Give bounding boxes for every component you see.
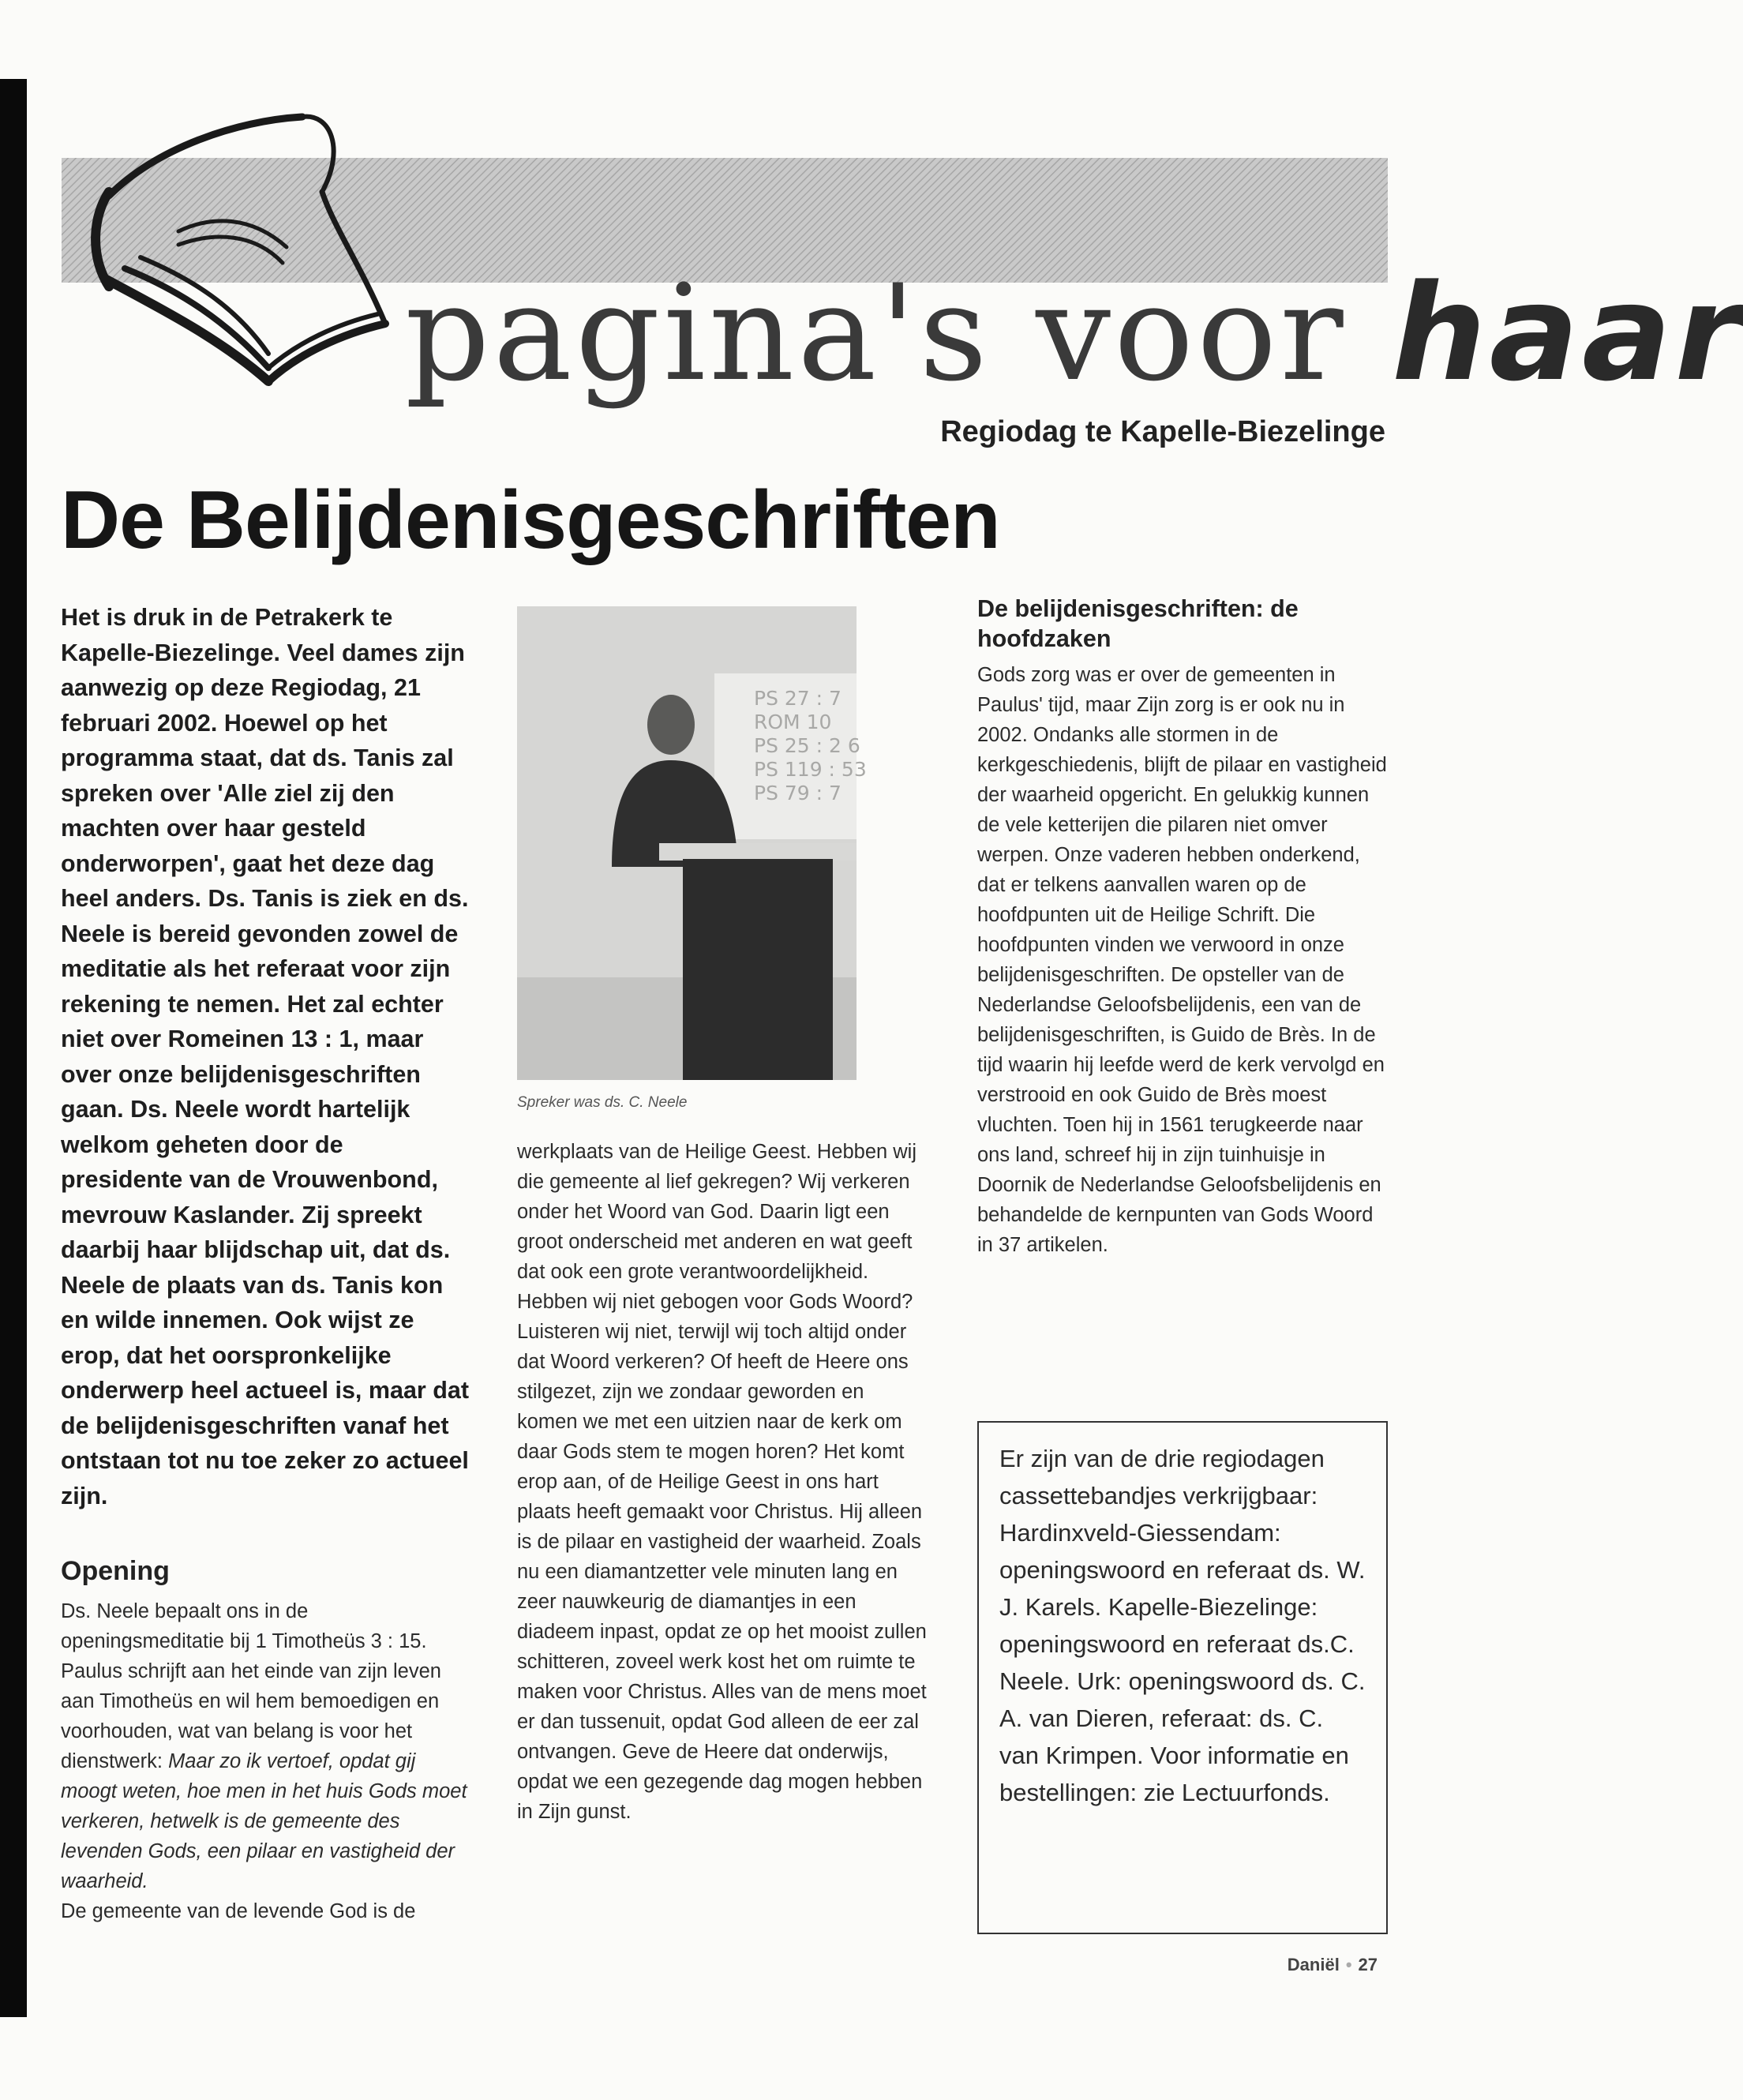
opening-paragraph-continued: De gemeente van de levende God is de xyxy=(61,1900,416,1922)
board-line: PS 119 : 53 xyxy=(754,758,867,781)
board-line: PS 25 : 2 6 xyxy=(754,734,860,757)
column-left xyxy=(61,600,471,1926)
footer-separator: • xyxy=(1345,1955,1352,1974)
opening-paragraph xyxy=(61,1596,471,1896)
article-headline: De Belijdenisgeschriften xyxy=(61,474,1000,566)
middle-paragraph: werkplaats van de Heilige Geest. Hebben wij die gemeente al lief gekregen? Wij verkeren onder het Woord van God. Daarin ligt een groot onderscheid met anderen en wat geeft dat ook een grote verantwoordelijkheid. Hebben wij niet gebogen voor Gods Woord? Luisteren wij niet, terwijl wij toch altijd onder dat Woord verkeren? Of heeft de Heere ons stilgezet, zijn we zondaar geworden en komen we met een uitzien naar de kerk om daar Gods stem te mogen horen? Het komt erop aan, of de Heilige Geest in ons hart plaats heeft gemaakt voor Christus. Hij alleen is de pilaar en vastigheid der waarheid. Zoals nu een diamantzetter vele minuten lang en zeer nauwkeurig de diamantjes in een diadeem inpast, opdat ze op het mooist zullen schitteren, zoveel werk kost het om ruimte te maken voor Christus. Alles van de mens moet er dan tussenuit, opdat God alleen de eer zal ontvangen. Geve de Heere dat onderwijs, opdat we een gezegende dag mogen hebben in Zijn gunst. xyxy=(517,1141,927,1823)
right-paragraph: Gods zorg was er over de gemeenten in Paulus' tijd, maar Zijn zorg is er ook nu in 2002. Ondanks alle stormen in de kerkgeschiedenis, blijft de pilaar en vastigheid der waarheid opgericht. En gelukkig kunnen de vele ketterijen die pilaren niet omver werpen. Onze vaderen hebben onderkend, dat er telkens aanvallen waren op de hoofdpunten uit de Heilige Schrift. Die hoofdpunten vinden we verwoord in onze belijdenisgeschriften. De opsteller van de Nederlandse Geloofsbelijdenis, een van de belijdenisgeschriften, is Guido de Brès. In de tijd waarin hij leefde werd de kerk vervolgd en verstrooid en ook Guido de Brès moest vluchten. Toen hij in 1561 terugkeerde naar ons land, schreef hij in zijn tuinhuisje in Doornik de Nederlandse Geloofsbelijdenis en behandelde de kernpunten van Gods Woord in 37 artikelen. xyxy=(977,664,1387,1256)
magazine-name: Daniël xyxy=(1287,1955,1340,1974)
lectern-top xyxy=(659,843,857,861)
scan-edge-bar xyxy=(0,79,27,2017)
opening-text-1: Ds. Neele bepaalt ons in de openingsmeditatie bij 1 Timotheüs 3 : 15. Paulus schrijft aan het einde van zijn leven aan Timotheüs en wil hem bemoedigen en voorhouden, wat van belang is voor het dienstwerk: xyxy=(61,1600,441,1772)
board-line: PS 27 : 7 xyxy=(754,687,842,710)
intro-paragraph: Het is druk in de Petrakerk te Kapelle-Biezelinge. Veel dames zijn aanwezig op deze Regiodag, 21 februari 2002. Hoewel op het programma staat, dat ds. Tanis zal spreken over 'Alle ziel zij den machten over haar gesteld onderworpen', gaat het deze dag heel anders. Ds. Tanis is ziek en ds. Neele is bereid gevonden zowel de meditatie als het referaat voor zijn rekening te nemen. Het zal echter niet over Romeinen 13 : 1, maar over onze belijdenisgeschriften gaan. Ds. Neele wordt hartelijk welkom geheten door de presidente van de Vrouwenbond, mevrouw Kaslander. Zij spreekt daarbij haar blijdschap uit, dat ds. Neele de plaats van ds. Tanis kon en wilde innemen. Ook wijst ze erop, dat het oorspronkelijke onderwerp heel actueel is, maar dat de belijdenisgeschriften vanaf het ontstaan tot nu toe zeker zo actueel zijn. xyxy=(61,604,469,1509)
speaker-head xyxy=(647,695,695,755)
banner-title-light: pagina's voor xyxy=(405,256,1347,411)
article-subtitle: Regiodag te Kapelle-Biezelinge xyxy=(940,415,1385,448)
banner-title-bold: haar xyxy=(1392,256,1743,411)
column-right xyxy=(977,594,1388,1260)
board-line: ROM 10 xyxy=(754,711,832,733)
right-heading: De belijdenisgeschriften: de hoofdzaken xyxy=(977,595,1299,652)
section-banner xyxy=(62,117,1743,411)
cassette-info-box xyxy=(977,1421,1388,1934)
photo-caption: Spreker was ds. C. Neele xyxy=(517,1094,688,1111)
banner-title xyxy=(405,256,1743,411)
page-footer xyxy=(1288,1955,1378,1975)
lectern-stand xyxy=(683,859,833,1080)
page-number: 27 xyxy=(1358,1955,1378,1974)
board-line: PS 79 : 7 xyxy=(754,782,842,804)
speaker-photo xyxy=(517,606,867,1080)
cassette-info-text: Er zijn van de drie regiodagen cassettebandjes verkrijgbaar: Hardinxveld-Giessendam: openingswoord en referaat ds. W. J. Karels. Kapelle-Biezelinge: openingswoord en referaat ds.C. Neele. Urk: openingswoord ds. C. A. van Dieren, referaat: ds. C. van Krimpen. Voor informatie en bestellingen: zie Lectuurfonds. xyxy=(999,1445,1366,1806)
column-middle xyxy=(517,1137,928,1827)
opening-heading: Opening xyxy=(61,1556,170,1586)
speaker-photo-drawing xyxy=(517,606,867,1080)
opening-quote: Maar zo ik vertoef, opdat gij moogt weten, hoe men in het huis Gods moet verkeren, hetwelk is de gemeente des levenden Gods, een pilaar en vastigheid der waarheid. xyxy=(61,1750,467,1892)
